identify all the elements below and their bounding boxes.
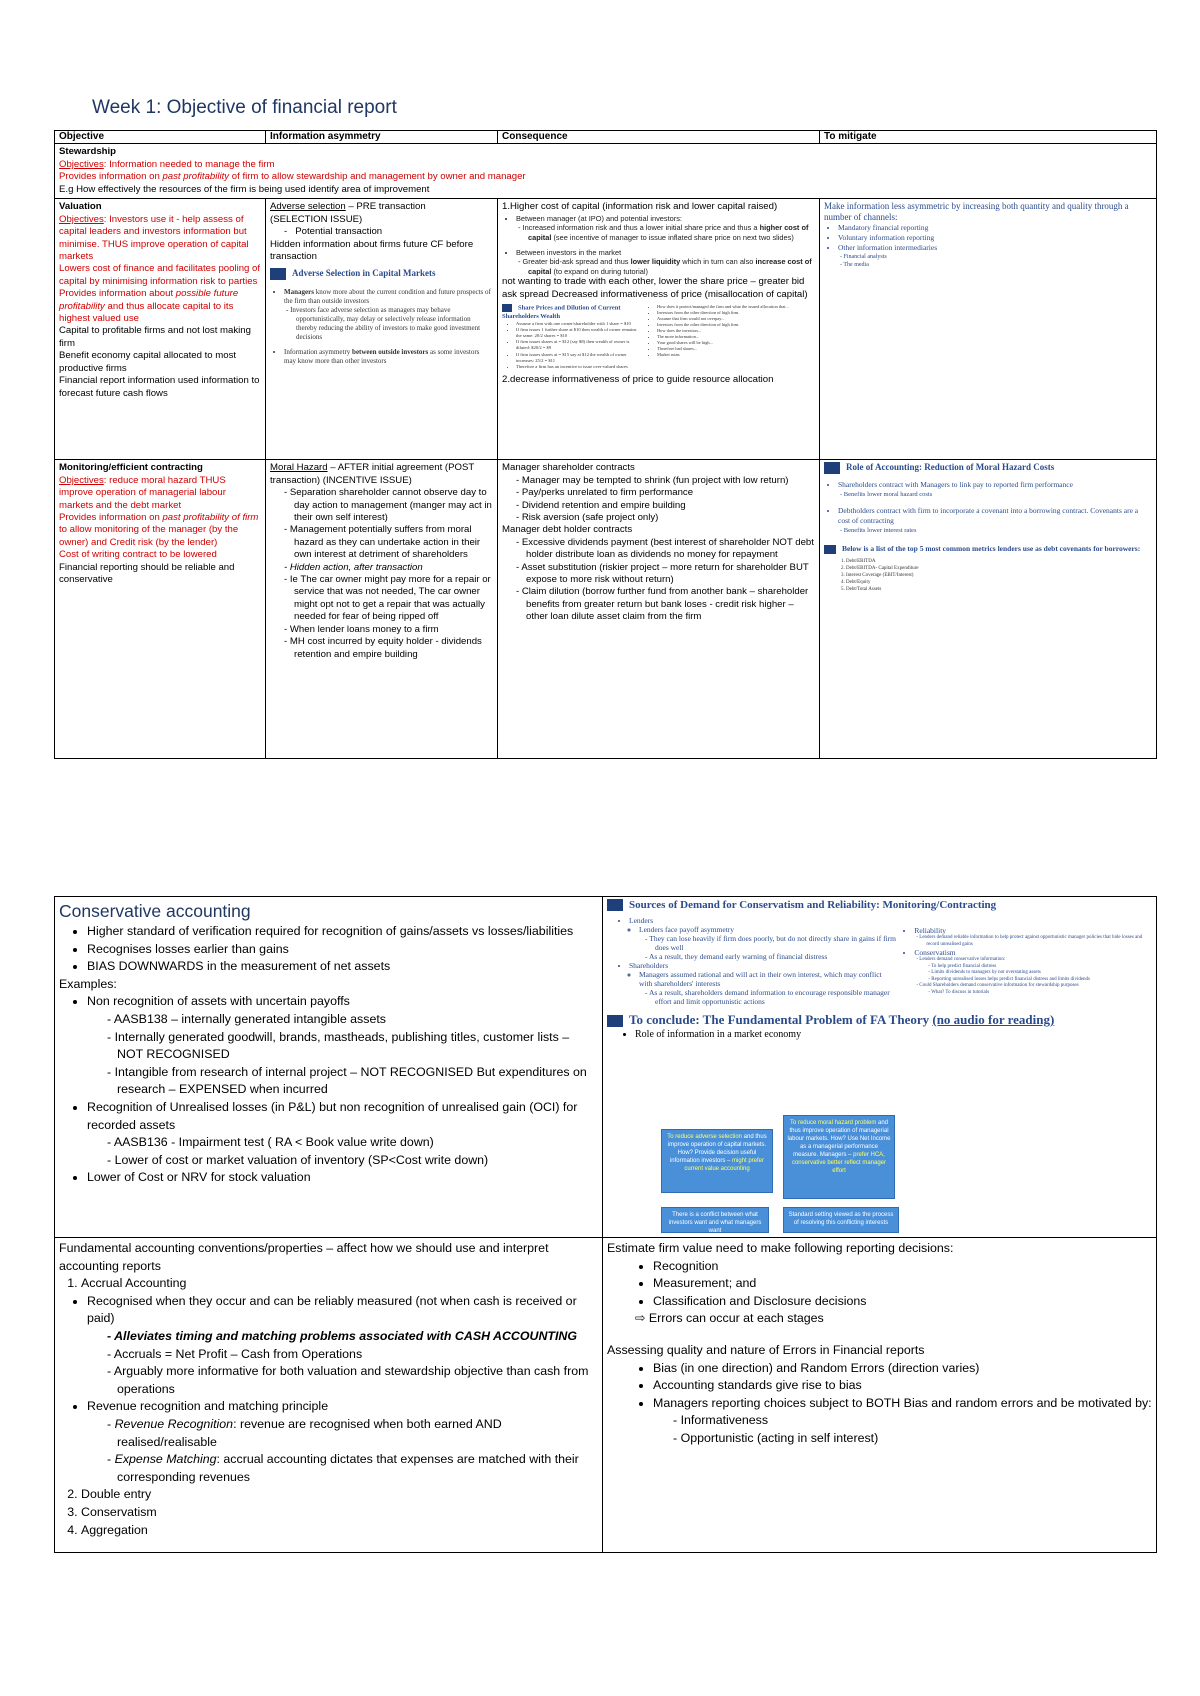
fundamental-intro: Fundamental accounting conventions/properties – affect how we should use and interpret accounting reports <box>59 1241 549 1273</box>
list-item: • Bias (in one direction) and Random Errors (direction varies) <box>653 1360 1152 1378</box>
monitoring-red-3: Cost of writing contract to be lowered <box>59 549 217 561</box>
list-item: - Internally generated goodwill, brands, mastheads, publishing titles, customer lists – NOT RECOGNISED <box>117 1029 598 1064</box>
list-item: - Lower of cost or market valuation of inventory (SP<Cost write down) <box>117 1152 598 1170</box>
list-item: • Measurement; and <box>653 1275 1152 1293</box>
monitoring-heading: Monitoring/efficient contracting <box>59 462 203 474</box>
objectives-table <box>54 130 1157 759</box>
stewardship-heading: Stewardship <box>59 146 117 158</box>
valuation-mitigate-cell <box>820 199 1157 460</box>
list-item: - Manager may be tempted to shrink (fun project with low return) <box>526 475 815 487</box>
valuation-row <box>55 199 1157 460</box>
adverse-selection-box: To reduce adverse selection and thus improve operation of capital markets. How? Provide decision useful information investors – might prefer current value accounting <box>661 1129 773 1193</box>
monitoring-red-2: Provides information on past profitability of firm to allow monitoring of the manager (by the owner) and Credit risk (by the lender) <box>59 512 259 548</box>
valuation-heading: Valuation <box>59 201 102 213</box>
valuation-black-1: Capital to profitable firms and not lost making firm <box>59 325 251 349</box>
stewardship-line2: Provides information on past profitability of firm to allow stewardship and management by owner and manager <box>59 171 526 183</box>
list-item: • Lower of Cost or NRV for stock valuation <box>87 1169 598 1187</box>
hidden-information: Hidden information about firms future CF before transaction <box>270 238 474 263</box>
list-item: • Non recognition of assets with uncertain payoffs <box>87 993 598 1011</box>
moral-hazard-box: To reduce moral hazard problem and thus improve operation of managerial labour markets. How? Use Net Income as a managerial performance measure. Managers – prefer HCA, conservative better reflect manager effort <box>783 1115 895 1199</box>
list-item: - Accruals = Net Profit – Cash from Operations <box>117 1346 598 1364</box>
list-item: - AASB136 - Impairment test ( RA < Book value write down) <box>117 1134 598 1152</box>
list-item: • Revenue recognition and matching principle <box>87 1398 598 1416</box>
monitoring-mitigate-cell <box>820 460 1157 759</box>
adverse-selection-sub: (SELECTION ISSUE) <box>270 213 363 225</box>
list-item: - Hidden action, after transaction <box>294 562 493 574</box>
fundamental-problem-slide: To conclude: The Fundamental Problem of FA Theory (no audio for reading) • Role of information in a market economy <box>607 1012 1152 1041</box>
list-item: - Arguably more informative for both valuation and stewardship objective than cash from operations <box>117 1363 598 1398</box>
list-item: 4. Aggregation <box>81 1522 598 1540</box>
university-logo-icon <box>607 899 623 911</box>
list-item: - Dividend retention and empire building <box>526 500 815 512</box>
list-item: - Intangible from research of internal project – NOT RECOGNISED But expenditures on research – EXPENSED when incurred <box>117 1064 598 1099</box>
list-item: - Expense Matching: accrual accounting dictates that expenses are matched with their corresponding revenues <box>117 1451 598 1486</box>
mitigate-item: • Mandatory financial reporting <box>838 223 1152 233</box>
list-item: • Accounting standards give rise to bias <box>653 1377 1152 1395</box>
mitigate-item: • Other information intermediaries <box>838 243 1152 253</box>
valuation-black-2: Benefit economy capital allocated to most productive firms <box>59 350 237 374</box>
list-item: - Asset substitution (riskier project – more return for shareholder BUT expose to more risk without return) <box>526 562 815 587</box>
conservatism-table <box>54 896 1157 1553</box>
stewardship-objectives: Objectives: Information needed to manage the firm <box>59 158 275 170</box>
valuation-red-2: Lowers cost of finance and facilitates pooling of capital by minimising information risk to parties <box>59 263 261 287</box>
conservative-title: Conservative accounting <box>59 901 251 921</box>
list-item: • Higher standard of verification required for recognition of gains/assets vs losses/liabilities <box>87 923 598 941</box>
fundamental-row <box>55 1238 1157 1553</box>
estimate-firm-value-cell <box>603 1238 1157 1553</box>
list-item: - Informativeness <box>683 1412 1152 1430</box>
moral-hazard-heading: Moral Hazard – AFTER initial agreement (POST transaction) (INCENTIVE ISSUE) <box>270 462 475 486</box>
university-logo-icon <box>270 268 286 280</box>
university-logo-icon <box>824 545 836 554</box>
list-item: • Recognises losses earlier than gains <box>87 941 598 959</box>
list-item: - Excessive dividends payment (best interest of shareholder NOT debt holder distribute loan as dividends no money for repayment <box>526 537 815 562</box>
page-title: Week 1: Objective of financial report <box>92 97 397 118</box>
table-header-row <box>55 131 1157 144</box>
potential-transaction: - Potential transaction <box>284 226 383 238</box>
conservative-accounting-cell <box>55 897 603 1238</box>
university-logo-icon <box>502 304 512 312</box>
list-item: - Opportunistic (acting in self interest) <box>683 1430 1152 1448</box>
monitoring-consequence-cell <box>498 460 820 759</box>
university-logo-icon <box>824 462 840 474</box>
standard-setting-box: Standard setting viewed as the process of resolving this conflicting interests <box>783 1207 899 1233</box>
moral-hazard-slide: Role of Accounting: Reduction of Moral Hazard Costs • Shareholders contract with Managers to link pay to reported firm performance - Benefits lower moral hazard costs • Debtholders contract with firm to incorporate a covenant into a borrowing contract. Covenants are a cost of contracting - Benefits lower interest rates Below is a list of the top 5 most common metrics lenders use as debt covenants for borrowers: 1. Debt/EBITDA 2. Debt/EBITDA- Capital Expenditure 3. Interest Coverage (EBIT/Interest) 4. Debt/Equity 5. Debt/Total Assets <box>824 462 1152 593</box>
monitoring-objective-cell <box>55 460 266 759</box>
estimate-intro: Estimate firm value need to make following reporting decisions: <box>607 1241 954 1255</box>
higher-cost-of-capital: 1.Higher cost of capital (information risk and lower capital raised) <box>502 201 778 213</box>
header-to-mitigate: To mitigate <box>820 131 1157 144</box>
list-item: - MH cost incurred by equity holder - dividends retention and empire building <box>294 636 493 661</box>
valuation-asymmetry-cell <box>266 199 498 460</box>
valuation-red-3: Provides information about possible future profitability and thus allocate capital to its highest valued use <box>59 288 239 325</box>
conservatism-slides-cell <box>603 897 1157 1238</box>
mitigate-subitem: - The media <box>850 261 1152 269</box>
mitigate-intro: Make information less asymmetric by increasing both quantity and quality through a number of channels: <box>824 201 1129 223</box>
examples-label: Examples: <box>59 976 117 991</box>
monitoring-asymmetry-cell <box>266 460 498 759</box>
assess-heading: Assessing quality and nature of Errors in Financial reports <box>607 1342 925 1357</box>
conservative-row <box>55 897 1157 1238</box>
manager-shareholder-heading: Manager shareholder contracts <box>502 462 635 474</box>
list-item: • Recognised when they occur and can be reliably measured (not when cash is received or paid) <box>87 1293 598 1328</box>
fundamental-conventions-cell <box>55 1238 603 1553</box>
list-item: 1. Accrual Accounting <box>81 1275 598 1293</box>
valuation-consequence-cell: 1.Higher cost of capital (information risk and lower capital raised) • Between manager (at IPO) and potential investors: - Increased information risk and thus a lower initial share price and thus a higher cost of capital (see incentive of manager to issue inflated share price on next two slides) • Between investors in the market - Greater bid-ask spread and thus lower liquidity which in turn can also increase cost of capital (to expand on during tutorial) not wanting to trade with each other, lower the share price – greater bid ask spread Decreased informativeness of price (misallocation of capital) Share Prices and Dilution of Current Shareholders Wealth • Assume a firm with one owner/shareholder with 1 share = $10 • If firm issues 1 further share at $10 then wealth of owner remains the same: 20/2 shares = $10 • If firm issues shares at = $12 (say $8) then wealth of owner is diluted: $20/2 = $9 • If firm issues shares at = $15 say at $12 the wealth of owner increases: 25/2 = $11 • Therefore a firm has an incentive to issue over-valued shares • How does it protect/managed the firm and what the issued allocation that... • Investors from the other direction of high firm. • Assume that firm would not overpay... • Investors from the other direction of high firm. • How does the investors... • The more information... • Your good shares will be high... • Therefore bad shares... • Market ruins 2.decrease informativeness of price to guide resource allocation <box>498 199 820 460</box>
list-item: - Ie The car owner might pay more for a repair or service that was not needed, The car owner might opt not to get a repair that was actually needed for fear of being ripped off <box>294 574 493 624</box>
demand-conservatism-slide: Sources of Demand for Conservatism and Reliability: Monitoring/Contracting • Lenders ◦ Lenders face payoff asymmetry - They can lose heavily if firm does poorly, but do not directly share in gains if firm does well - As a result, they demand early warning of financial distress • Shareholders ◦ Managers assumed rational and will act in their own interest, which may conflict with shareholders' interests - As a result, shareholders demand information to encourage responsible manager effort and limit opportunistic actions • Reliability - Lenders demand reliable information to help protect against opportunistic manager policies that hide losses and record unrealised gains • Conservatism - Lenders demand conservative information: - To help predict financial distress - Limits dividends to managers by not overstating assets - Reporting unrealised losses helps predict financial distress and limits dividends - Could Shareholders demand conservative information for stewardship purposes - What? To discuss in tutorials <box>607 899 1152 1006</box>
list-item: • Recognition <box>653 1258 1152 1276</box>
list-item: • BIAS DOWNWARDS in the measurement of net assets <box>87 958 598 976</box>
greater-bid-ask-spread: not wanting to trade with each other, lower the share price – greater bid ask spread Decreased informativeness of price (misallocation of capital) <box>502 276 808 300</box>
stewardship-row <box>55 144 1157 199</box>
monitoring-row <box>55 460 1157 759</box>
list-item: - Claim dilution (borrow further fund from another bank – shareholder benefits from greater return but bank loses - credit risk higher – other loan dilute asset claim from the firm <box>526 586 815 623</box>
list-item: • Recognition of Unrealised losses (in P&L) but non recognition of unrealised gain (OCI) for recorded assets <box>87 1099 598 1134</box>
decrease-informativeness: 2.decrease informativeness of price to guide resource allocation <box>502 374 774 386</box>
valuation-objectives: Objectives: Investors use it - help assess of capital leaders and investors information but minimise. THUS improve operation of capital markets <box>59 213 249 263</box>
valuation-black-3: Financial report information used information to forecast future cash flows <box>59 375 260 399</box>
monitoring-black-1: Financial reporting should be reliable and conservative <box>59 561 235 586</box>
list-item: • Classification and Disclosure decisions <box>653 1293 1152 1311</box>
manager-debtholder-heading: Manager debt holder contracts <box>502 524 633 536</box>
monitoring-objectives: Objectives: reduce moral hazard THUS improve operation of managerial labour markets and the debt market <box>59 474 226 511</box>
list-item: - Management potentially suffers from moral hazard as they can undertake action in their own interest at detriment of shareholders <box>294 524 493 561</box>
valuation-objective-cell <box>55 199 266 460</box>
adverse-selection-heading: Adverse selection – PRE transaction <box>270 201 426 213</box>
list-item: - Revenue Recognition: revenue are recognised when both earned AND realised/realisable <box>117 1416 598 1451</box>
list-item: - Pay/perks unrelated to firm performance <box>526 487 815 499</box>
list-item: • Managers reporting choices subject to BOTH Bias and random errors and be motivated by: <box>653 1395 1152 1413</box>
list-item: - Alleviates timing and matching problems associated with CASH ACCOUNTING <box>117 1328 598 1346</box>
mitigate-subitem: - Financial analysts <box>850 253 1152 261</box>
list-item: ⇨ Errors can occur at each stages <box>653 1310 1152 1328</box>
header-objective: Objective <box>55 131 266 144</box>
header-information-asymmetry: Information asymmetry <box>266 131 498 144</box>
list-item: - AASB138 – internally generated intangible assets <box>117 1011 598 1029</box>
list-item: - Separation shareholder cannot observe day to day action to management (manger may act in their own self interest) <box>294 487 493 524</box>
conflict-box: There is a conflict between what investors want and what managers want <box>661 1207 769 1233</box>
list-item: - When lender loans money to a firm <box>294 624 493 636</box>
adverse-selection-slide: Adverse Selection in Capital Markets • Managers know more about the current condition and future prospects of the firm than outside investors - Investors face adverse selection as managers may behave opportunistically, may delay or selectively release information thereby reducing the ability of investors to make good investment decisions • Information asymmetry between outside investors as some investors may know more than other investors <box>270 267 493 366</box>
stewardship-line3: E.g How effectively the resources of the firm is being used identify area of improvement <box>59 183 430 195</box>
share-dilution-slide: Share Prices and Dilution of Current Shareholders Wealth • Assume a firm with one owner/shareholder with 1 share = $10 • If firm issues 1 further share at $10 then wealth of owner remains the same: 20/2 shares = $10 • If firm issues shares at = $12 (say $8) then wealth of owner is diluted: $20/2 = $9 • If firm issues shares at = $15 say at $12 the wealth of owner increases: 25/2 = $11 • Therefore a firm has an incentive to issue over-valued shares • How does it protect/managed the firm and what the issued allocation that... • Investors from the other direction of high firm. • Assume that firm would not overpay... • Investors from the other direction of high firm. • How does the investors... • The more information... • Your good shares will be high... • Therefore bad shares... • Market ruins <box>502 304 815 370</box>
list-item: 2. Double entry <box>81 1486 598 1504</box>
university-logo-icon <box>607 1015 623 1027</box>
list-item: 3. Conservatism <box>81 1504 598 1522</box>
list-item: - Risk aversion (safe project only) <box>526 512 815 524</box>
mitigate-item: • Voluntary information reporting <box>838 233 1152 243</box>
header-consequence: Consequence <box>498 131 820 144</box>
